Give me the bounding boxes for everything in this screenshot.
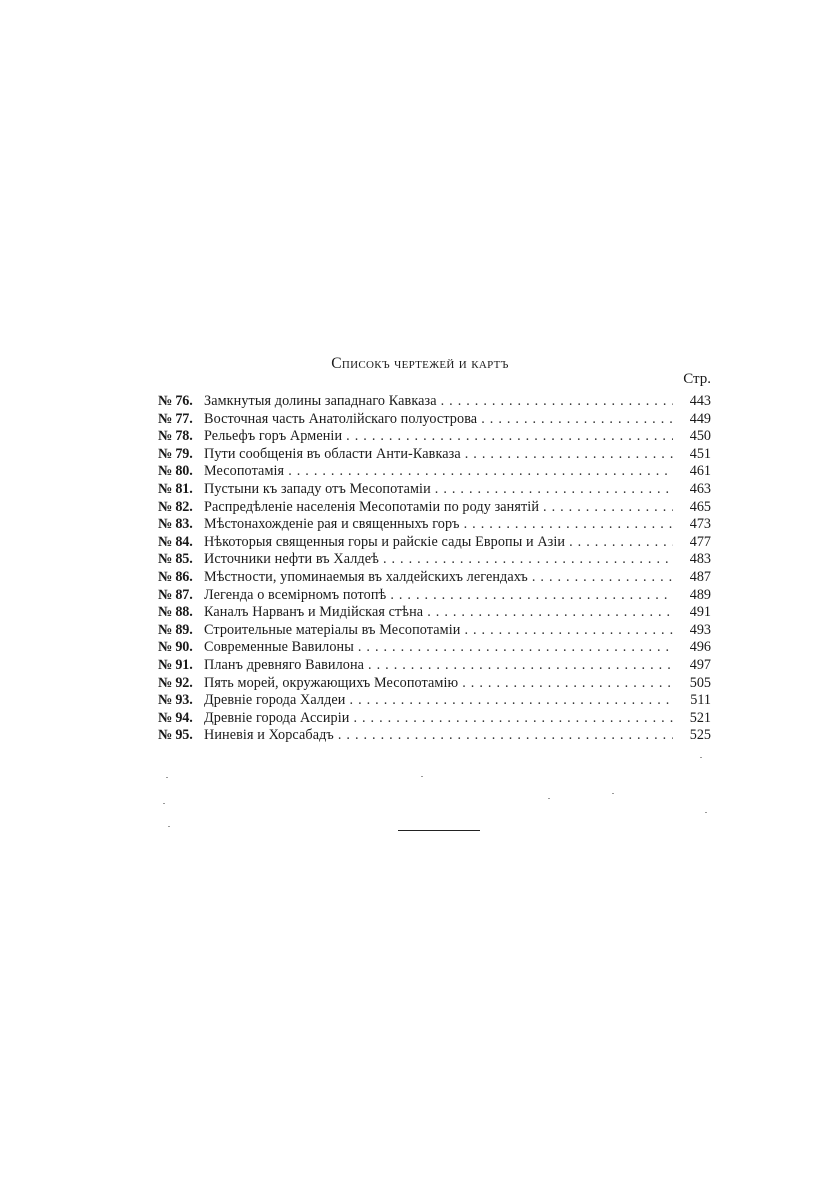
dot-leader: [543, 499, 673, 517]
entry-page-number: 505: [689, 674, 711, 691]
entry-page-number: 521: [689, 709, 711, 726]
scan-speck: [421, 776, 423, 777]
entry-page-number: 483: [689, 551, 711, 568]
dot-leader: [462, 675, 673, 693]
entry-number: № 87.: [158, 586, 193, 603]
dot-leader: [383, 551, 673, 569]
list-item: [158, 710, 711, 728]
entry-label: Нѣкоторыя священныя горы и райскіе сады Европы и Азіи: [204, 533, 566, 550]
entry-number: № 81.: [158, 480, 193, 497]
entry-label: Мѣстонахожденіе рая и священныхъ горъ: [204, 516, 460, 533]
list-item: [158, 675, 711, 693]
entry-number: № 89.: [158, 621, 193, 638]
entry-label: Замкнутыя долины западнаго Кавказа: [204, 393, 437, 409]
entry-number: № 79.: [158, 445, 193, 462]
list-item: [158, 657, 711, 675]
dot-leader: [427, 604, 673, 622]
entry-label: Каналъ Нарванъ и Мидійская стѣна: [204, 604, 424, 621]
entry-label: Пять морей, окружающихъ Месопотамію: [204, 674, 459, 691]
list-item: [158, 393, 711, 411]
list-item: [158, 639, 711, 657]
dot-leader: [368, 657, 673, 675]
dot-leader: [441, 393, 673, 411]
entry-number: № 83.: [158, 516, 193, 533]
dot-leader: [338, 727, 673, 745]
dot-leader: [481, 411, 673, 429]
entry-number: № 80.: [158, 463, 193, 480]
dot-leader: [532, 569, 673, 587]
entry-page-number: 463: [689, 480, 711, 497]
entry-label: Древніе города Ассиріи: [204, 709, 350, 726]
scan-speck: [700, 757, 702, 758]
entry-label: Легенда о всемірномъ потопѣ: [204, 586, 387, 603]
entry-page-number: 487: [689, 568, 711, 585]
list-item: [158, 446, 711, 464]
entry-label: Рельефъ горъ Арменіи: [204, 428, 343, 445]
scan-speck: [163, 803, 165, 804]
list-item: [158, 604, 711, 622]
entry-page-number: 465: [689, 498, 711, 515]
list-item: [158, 481, 711, 499]
entry-number: № 82.: [158, 498, 193, 515]
entry-page-number: 450: [689, 428, 711, 445]
list-item: [158, 587, 711, 605]
list-item: [158, 534, 711, 552]
entry-page-number: 473: [689, 516, 711, 533]
scan-speck: [166, 777, 168, 778]
entry-label: Восточная часть Анатолійскаго полуострова: [204, 410, 478, 427]
dot-leader: [464, 622, 673, 640]
closing-rule: [398, 830, 480, 831]
entry-label: Пустыни къ западу отъ Месопотаміи: [204, 480, 431, 497]
list-item: [158, 499, 711, 517]
list-item: [158, 727, 711, 745]
dot-leader: [288, 463, 673, 481]
entry-page-number: 525: [689, 727, 711, 744]
entry-label: Месопотамія: [204, 463, 285, 480]
entry-number: № 90.: [158, 639, 193, 656]
scan-speck: [168, 826, 170, 827]
entry-number: № 93.: [158, 692, 193, 709]
entry-page-number: 461: [689, 463, 711, 480]
list-item: [158, 569, 711, 587]
list-item: [158, 411, 711, 429]
entry-number: № 77.: [158, 410, 193, 427]
entry-label: Древніе города Халдеи: [204, 692, 346, 709]
list-item: [158, 551, 711, 569]
entry-page-number: 443: [689, 393, 711, 409]
entry-page-number: 493: [689, 621, 711, 638]
entry-number: № 78.: [158, 428, 193, 445]
entry-number: № 85.: [158, 551, 193, 568]
page-title: Списокъ чертежей и картъ: [331, 355, 509, 372]
dot-leader: [353, 710, 673, 728]
list-of-maps: [158, 393, 711, 745]
entry-label: Планъ древняго Вавилона: [204, 656, 365, 673]
entry-label: Источники нефти въ Халдеѣ: [204, 551, 379, 568]
dot-leader: [465, 446, 673, 464]
entry-label: Пути сообщенія въ области Анти-Кавказа: [204, 445, 461, 462]
list-item: [158, 428, 711, 446]
entry-number: № 95.: [158, 727, 193, 744]
entry-number: № 88.: [158, 604, 193, 621]
dot-leader: [350, 692, 673, 710]
entry-page-number: 511: [690, 692, 711, 709]
entry-number: № 92.: [158, 674, 193, 691]
entry-page-number: 489: [689, 586, 711, 603]
entry-page-number: 496: [689, 639, 711, 656]
entry-number: № 84.: [158, 533, 193, 550]
entry-label: Современные Вавилоны: [204, 639, 354, 656]
scan-speck: [548, 798, 550, 799]
page-column-header: Стр.: [683, 371, 711, 387]
entry-page-number: 497: [689, 656, 711, 673]
entry-label: Мѣстности, упоминаемыя въ халдейскихъ легендахъ: [204, 568, 528, 585]
entry-page-number: 449: [689, 410, 711, 427]
entry-label: Ниневія и Хорсабадъ: [204, 727, 334, 744]
entry-page-number: 477: [689, 533, 711, 550]
dot-leader: [346, 428, 673, 446]
scan-speck: [612, 793, 614, 794]
dot-leader: [464, 516, 673, 534]
dot-leader: [435, 481, 673, 499]
list-item: [158, 622, 711, 640]
entry-number: № 76.: [158, 393, 193, 409]
entry-number: № 91.: [158, 656, 193, 673]
dot-leader: [390, 587, 673, 605]
entry-label: Распредѣленіе населенія Месопотаміи по роду занятій: [204, 498, 540, 515]
entry-page-number: 451: [689, 445, 711, 462]
entry-label: Строительные матеріалы въ Месопотаміи: [204, 621, 461, 638]
entry-number: № 94.: [158, 709, 193, 726]
entry-number: № 86.: [158, 568, 193, 585]
list-item: [158, 463, 711, 481]
dot-leader: [358, 639, 673, 657]
dot-leader: [569, 534, 673, 552]
scan-speck: [705, 812, 707, 813]
list-item: [158, 692, 711, 710]
entry-page-number: 491: [689, 604, 711, 621]
list-item: [158, 516, 711, 534]
